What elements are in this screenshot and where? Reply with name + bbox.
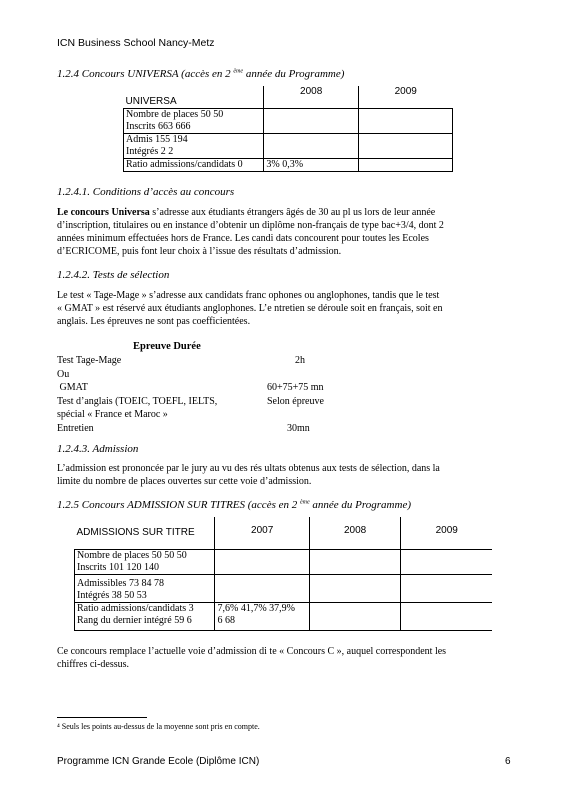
table-cell (401, 574, 492, 602)
universa-table (123, 86, 453, 172)
line-text: s’adresse aux étudiants étrangers âgés de 30 au pl us lors de leur année (149, 207, 436, 218)
heading-superscript: ème (300, 499, 310, 506)
table-cell (75, 549, 215, 574)
table-cell (75, 602, 215, 630)
table-cell (264, 108, 359, 133)
table-cell (264, 133, 359, 158)
col-header: 2007 (215, 517, 309, 549)
cell-line: Rang du dernier intégré 59 6 (77, 614, 192, 626)
epreuve-name: Test d’anglais (TOEIC, TOEFL, IELTS, (57, 395, 218, 407)
paragraph-line: limite du nombre de places ouvertes sur cette voie d’admission. (57, 476, 312, 487)
page-number: 6 (505, 756, 511, 767)
table-cell (124, 133, 264, 158)
cell-line: Admis 155 194 (126, 133, 188, 145)
table-cell (215, 602, 309, 630)
col-header: ADMISSIONS SUR TITRE (75, 517, 215, 549)
cell-line: Inscrits 101 120 140 (77, 561, 159, 573)
cell-line: 7,6% 41,7% 37,9% (217, 602, 295, 614)
epreuve-row (57, 354, 305, 368)
epreuve-name: spécial « France et Maroc » (57, 409, 168, 420)
cell-line: Admissibles 73 84 78 (77, 577, 164, 589)
table-cell (309, 549, 401, 574)
heading-text-end: année du Programme) (245, 68, 345, 80)
table-cell (358, 158, 452, 171)
heading-text: 1.2.5 Concours ADMISSION SUR TITRES (accès en 2 (57, 499, 298, 511)
table-cell (215, 549, 309, 574)
heading-text-end: année du Programme) (312, 499, 411, 511)
col-header: UNIVERSA (124, 86, 264, 108)
section-heading-1-2-4-1: 1.2.4.1. Conditions d’accès au concours (57, 186, 235, 198)
col-header: 2009 (358, 86, 452, 108)
table-cell (309, 574, 401, 602)
section-heading-1-2-5 (57, 499, 411, 511)
paragraph-line: Ce concours remplace l’actuelle voie d’admission di te « Concours C », auquel correspondent les (57, 646, 447, 657)
col-header: 2008 (309, 517, 401, 549)
paragraph-conditions (57, 206, 507, 258)
admissions-table (74, 517, 492, 631)
cell-line: Intégrés 2 2 (126, 145, 174, 157)
page-header: ICN Business School Nancy-Metz (57, 37, 215, 49)
cell-line: Ratio admissions/candidats 3 (77, 602, 194, 614)
paragraph-line: années minimum effectuées hors de France. Les candi dats concourent pour toutes les Ecoles (57, 233, 429, 244)
cell-line: 6 68 (217, 614, 235, 626)
table-cell (309, 602, 401, 630)
epreuve-duration: Selon épreuve (267, 395, 324, 407)
paragraph-line: Le test « Tage-Mage » s’adresse aux candidats franc ophones ou anglophones, tandis que le test (57, 290, 440, 301)
table-cell (401, 602, 492, 630)
epreuve-row (57, 395, 324, 409)
epreuve-row (57, 422, 310, 436)
paragraph-tests (57, 289, 507, 328)
page-footer: Programme ICN Grande Ecole (Diplôme ICN) (57, 756, 260, 767)
epreuve-duration: 2h (295, 355, 305, 366)
section-heading-1-2-4-2: 1.2.4.2. Tests de sélection (57, 269, 170, 281)
table-cell (124, 108, 264, 133)
paragraph-line: d’ECRICOME, puis font leur choix à l’issue des résultats d’admission. (57, 246, 342, 257)
col-header: 2009 (401, 517, 492, 549)
col-header: 2008 (264, 86, 359, 108)
epreuve-row (57, 381, 324, 395)
table-cell (358, 108, 452, 133)
paragraph-admission (57, 462, 507, 488)
paragraph-line: d’inscription, titulaires ou en instance d’obtenir un diplôme non-français de type bac+3/4, dont 2 (57, 220, 444, 231)
table-cell: 3% 0,3% (264, 158, 359, 171)
epreuve-row (57, 368, 217, 382)
epreuve-duration: 60+75+75 mn (267, 382, 324, 393)
paragraph-line: anglais. Les épreuves ne sont pas coefficientées. (57, 316, 251, 327)
paragraph-closing (57, 645, 507, 671)
footnote: ⁴ Seuls les points au-dessus de la moyenne sont pris en compte. (57, 722, 260, 731)
cell-line: Intégrés 38 50 53 (77, 589, 147, 601)
epreuve-name: Test Tage-Mage (57, 355, 122, 366)
table-cell (401, 549, 492, 574)
table-cell (358, 133, 452, 158)
epreuves-list (57, 354, 324, 435)
epreuve-row (57, 408, 217, 422)
epreuve-name: GMAT (57, 382, 88, 393)
epreuve-name: Ou (57, 368, 70, 380)
paragraph-line: chiffres ci-dessus. (57, 659, 130, 670)
cell-line: Nombre de places 50 50 (126, 108, 224, 120)
cell-line: Inscrits 663 666 (126, 120, 191, 132)
section-heading-1-2-4 (57, 68, 344, 80)
paragraph-line: « GMAT » est réservé aux étudiants anglophones. L’e ntretien se déroule soit en français, soit en (57, 303, 443, 314)
table-cell: Ratio admissions/candidats 0 (124, 158, 264, 171)
footnote-rule (57, 717, 147, 718)
bold-term: Le concours Universa (57, 207, 150, 218)
section-heading-1-2-4-3: 1.2.4.3. Admission (57, 443, 139, 455)
cell-line: Nombre de places 50 50 50 (77, 549, 187, 561)
table-cell (75, 574, 215, 602)
heading-text: 1.2.4 Concours UNIVERSA (accès en 2 (57, 68, 231, 80)
paragraph-line (57, 206, 507, 219)
epreuve-name: Entretien (57, 422, 94, 434)
heading-superscript: ème (233, 68, 244, 75)
table-cell (215, 574, 309, 602)
epreuves-title: Epreuve Durée (133, 341, 201, 352)
paragraph-line: L’admission est prononcée par le jury au vu des rés ultats obtenus aux tests de sélection, dans la (57, 463, 440, 474)
epreuve-duration: 30mn (287, 422, 310, 434)
